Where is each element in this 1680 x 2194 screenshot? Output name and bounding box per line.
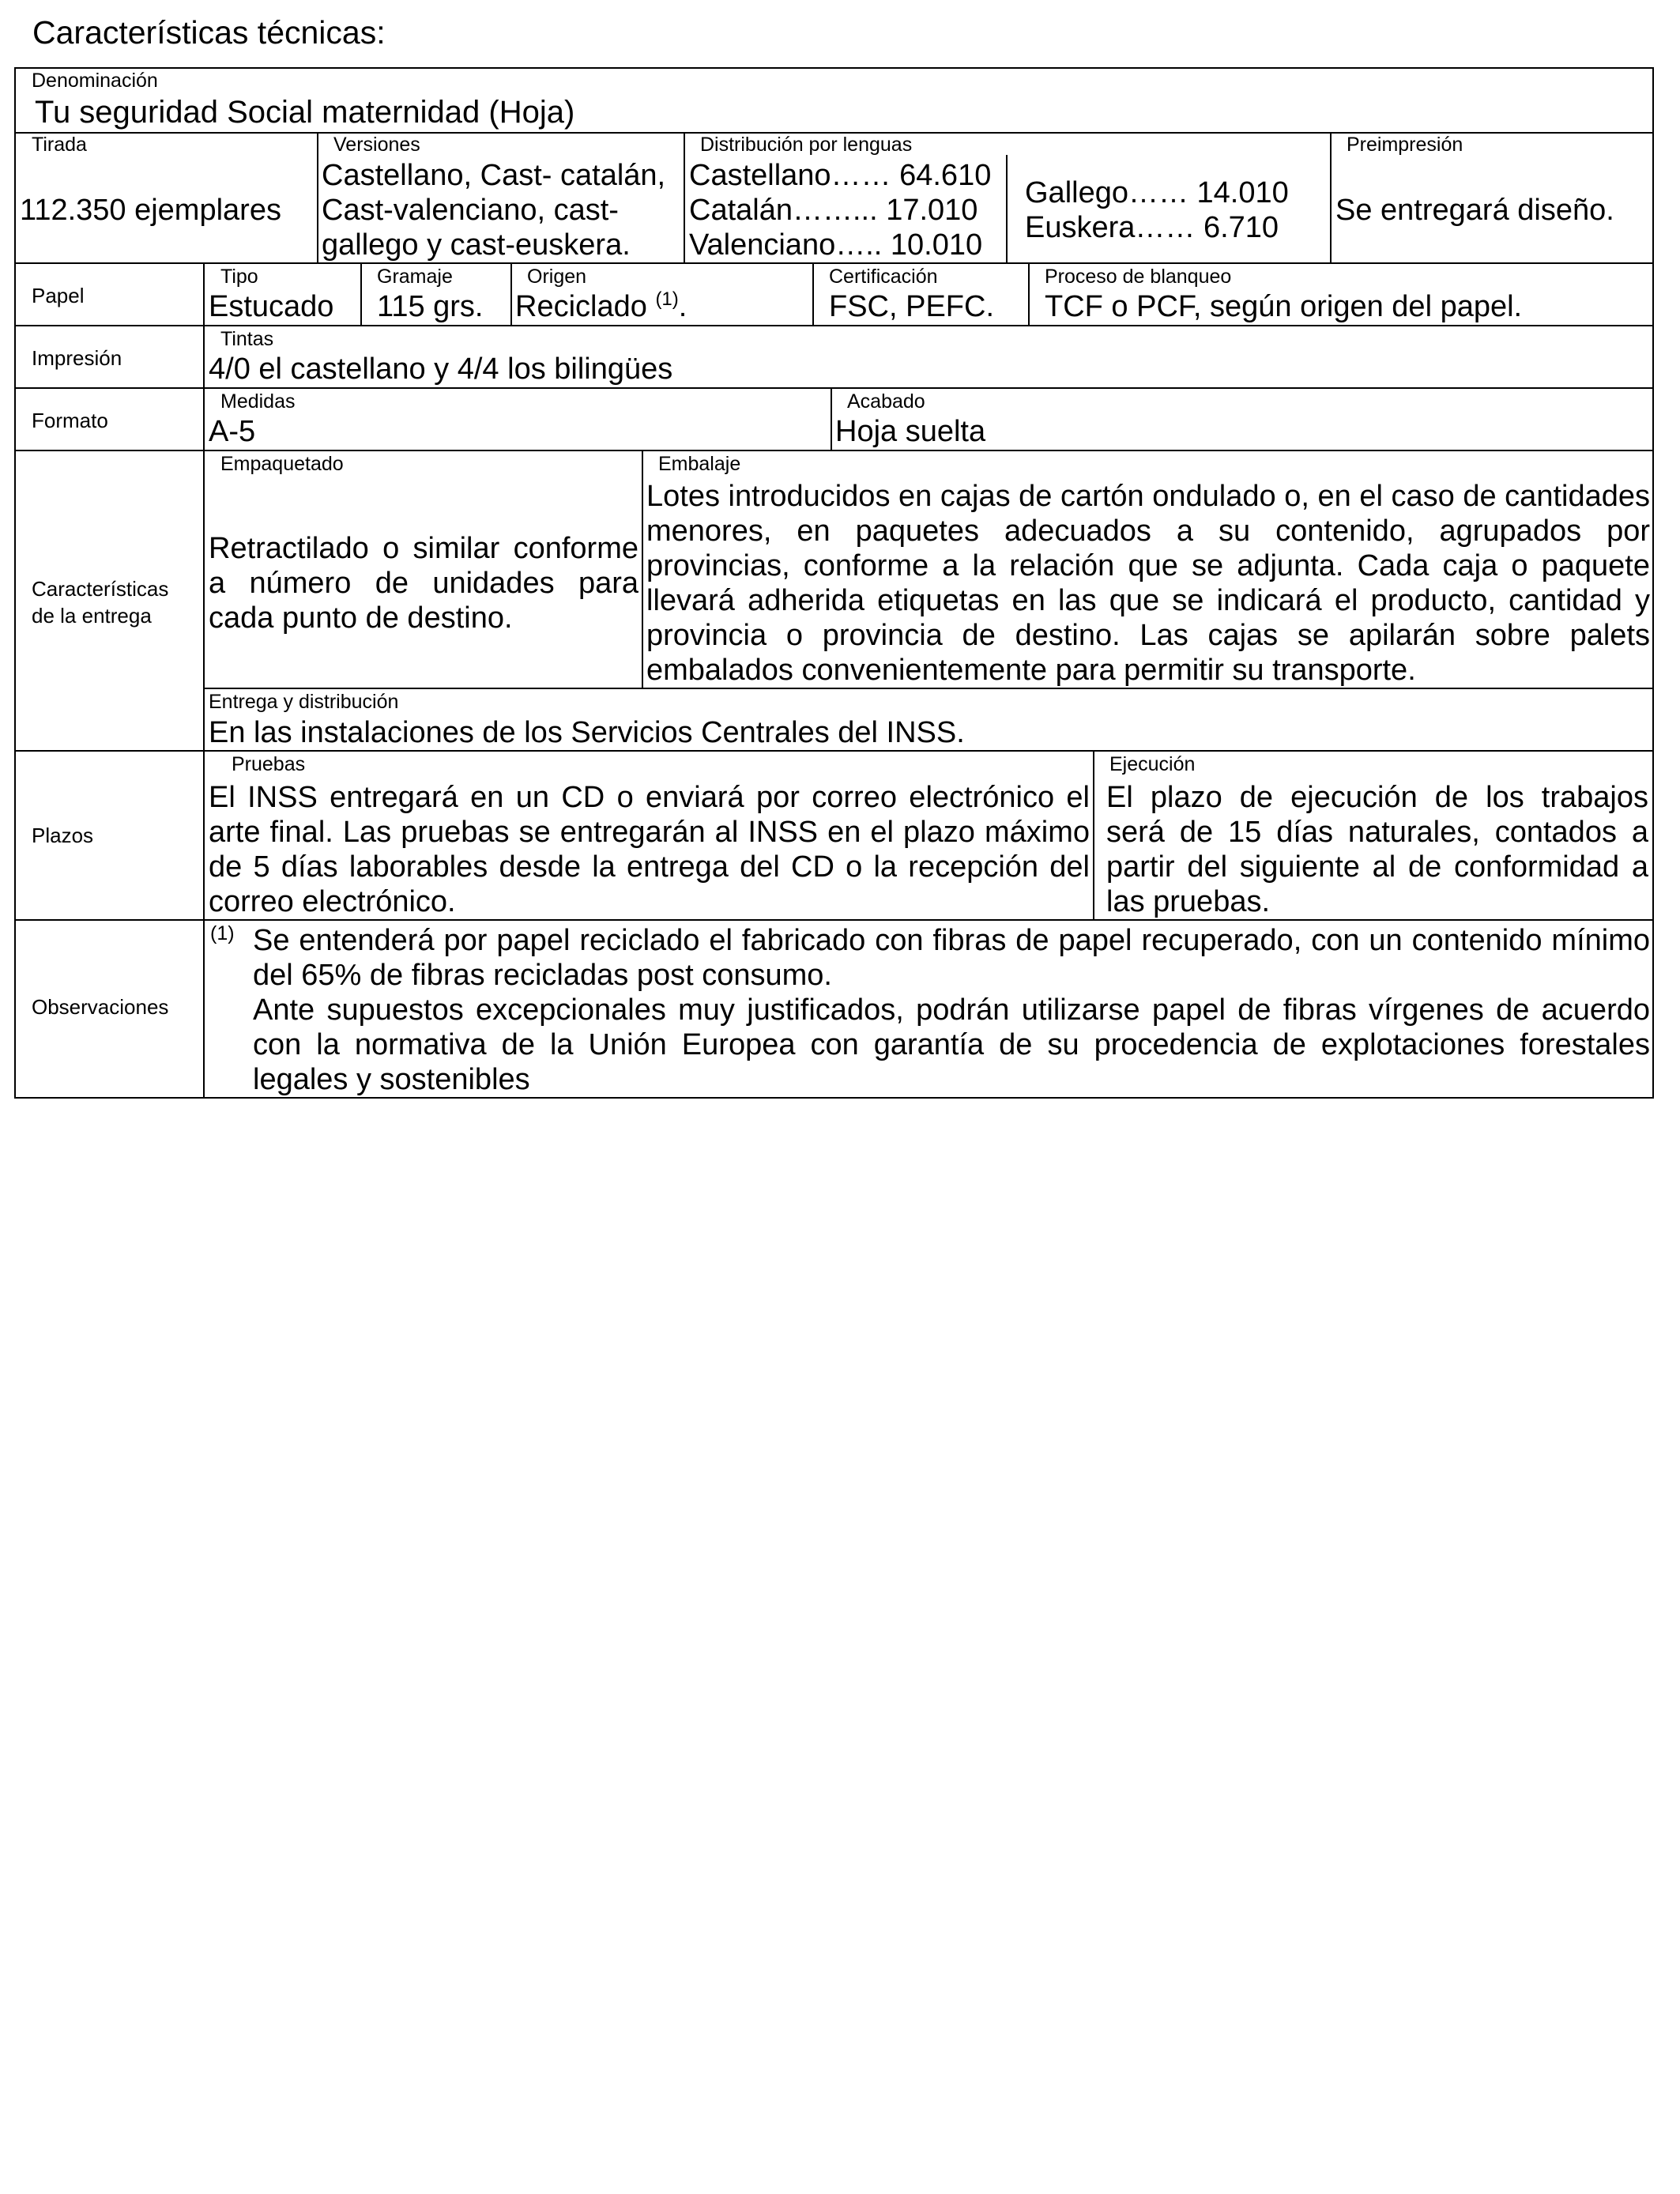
- preimpresion-label: Preimpresión: [1347, 134, 1463, 156]
- origen-value: Reciclado $^{(1)}$.: [515, 288, 687, 323]
- tirada-value: 112.350 ejemplares: [20, 194, 281, 227]
- empaquetado-value: Retractilado o similar conforme a número de unidades para cada punto de destino.: [209, 532, 638, 635]
- footnote-ref: (1): [655, 288, 679, 310]
- entrega-distribucion-value: En las instalaciones de los Servicios Centrales del INSS.: [209, 716, 965, 749]
- ejecucion-label: Ejecución: [1109, 753, 1196, 775]
- embalaje-label: Embalaje: [658, 453, 741, 475]
- tipo-label: Tipo: [220, 266, 258, 288]
- denominacion-label: Denominación: [32, 70, 158, 92]
- tipo-value: Estucado: [209, 290, 334, 323]
- empaquetado-label: Empaquetado: [220, 453, 344, 475]
- gramaje-label: Gramaje: [377, 266, 453, 288]
- acabado-label: Acabado: [847, 390, 925, 413]
- preimpresion-value: Se entregará diseño.: [1335, 194, 1614, 227]
- footnote-mark: (1): [210, 922, 235, 944]
- versiones-label: Versiones: [333, 134, 420, 156]
- tintas-label: Tintas: [220, 328, 274, 350]
- distribucion-line: Catalán……... 17.010: [689, 194, 978, 227]
- formato-section-label: Formato: [32, 409, 108, 432]
- medidas-label: Medidas: [220, 390, 296, 413]
- distribucion-line: Gallego…… 14.010: [1025, 176, 1289, 209]
- blanqueo-value: TCF o PCF, según origen del papel.: [1045, 290, 1523, 323]
- observaciones-note-1: Se entenderá por papel reciclado el fabricado con fibras de papel recuperado, con un contenido mínimo del 65% de fibras recicladas post consumo.: [253, 924, 1650, 992]
- page-title: Características técnicas:: [32, 14, 386, 51]
- distribucion-line: Valenciano….. 10.010: [689, 228, 983, 262]
- plazos-section-label: Plazos: [32, 824, 94, 847]
- pruebas-value: El INSS entregará en un CD o enviará por correo electrónico el arte final. Las pruebas se entregarán al INSS en el plazo máximo de 5 días laborables desde la entrega del CD o la recepción del correo electrónico.: [209, 781, 1090, 918]
- origen-label: Origen: [527, 266, 587, 288]
- versiones-value: Castellano, Cast- catalán, Cast-valenciano, cast-gallego y cast-euskera.: [322, 159, 666, 262]
- certificacion-value: FSC, PEFC.: [829, 290, 995, 323]
- observaciones-note-2: Ante supuestos excepcionales muy justificados, podrán utilizarse papel de fibras vírgenes de acuerdo con la normativa de la Unión Europea con garantía de su procedencia de explotaciones forestales legales y sostenibles: [253, 993, 1650, 1096]
- tirada-label: Tirada: [32, 134, 87, 156]
- ejecucion-value: El plazo de ejecución de los trabajos será de 15 días naturales, contados a partir del siguiente al de conformidad a las pruebas.: [1106, 781, 1648, 918]
- entrega-section-label-1: Características: [32, 577, 169, 601]
- entrega-distribucion-label: Entrega y distribución: [209, 691, 399, 713]
- pruebas-label: Pruebas: [232, 753, 306, 775]
- distribucion-line: Castellano…… 64.610: [689, 159, 992, 192]
- observaciones-section-label: Observaciones: [32, 995, 169, 1019]
- denominacion-value: Tu seguridad Social maternidad (Hoja): [35, 95, 575, 130]
- acabado-value: Hoja suelta: [835, 415, 986, 448]
- certificacion-label: Certificación: [829, 266, 938, 288]
- blanqueo-label: Proceso de blanqueo: [1045, 266, 1232, 288]
- papel-section-label: Papel: [32, 284, 85, 307]
- gramaje-value: 115 grs.: [377, 290, 484, 323]
- distribucion-label: Distribución por lenguas: [700, 134, 913, 156]
- impresion-section-label: Impresión: [32, 346, 122, 370]
- distribucion-line: Euskera…… 6.710: [1025, 211, 1279, 244]
- medidas-value: A-5: [209, 415, 256, 448]
- tintas-value: 4/0 el castellano y 4/4 los bilingües: [209, 352, 673, 386]
- embalaje-value: Lotes introducidos en cajas de cartón ondulado o, en el caso de cantidades menores, en paquetes adecuados a su contenido, agrupados por provincias, conforme a la relación que se adjunta. Cada caja o paquete llevará adherida etiquetas en las que se indicará el producto, cantidad y provincia o provincia de destino. Las cajas se apilarán sobre palets embalados convenientemente para permitir su transporte.: [646, 480, 1650, 687]
- entrega-section-label-2: de la entrega: [32, 604, 152, 628]
